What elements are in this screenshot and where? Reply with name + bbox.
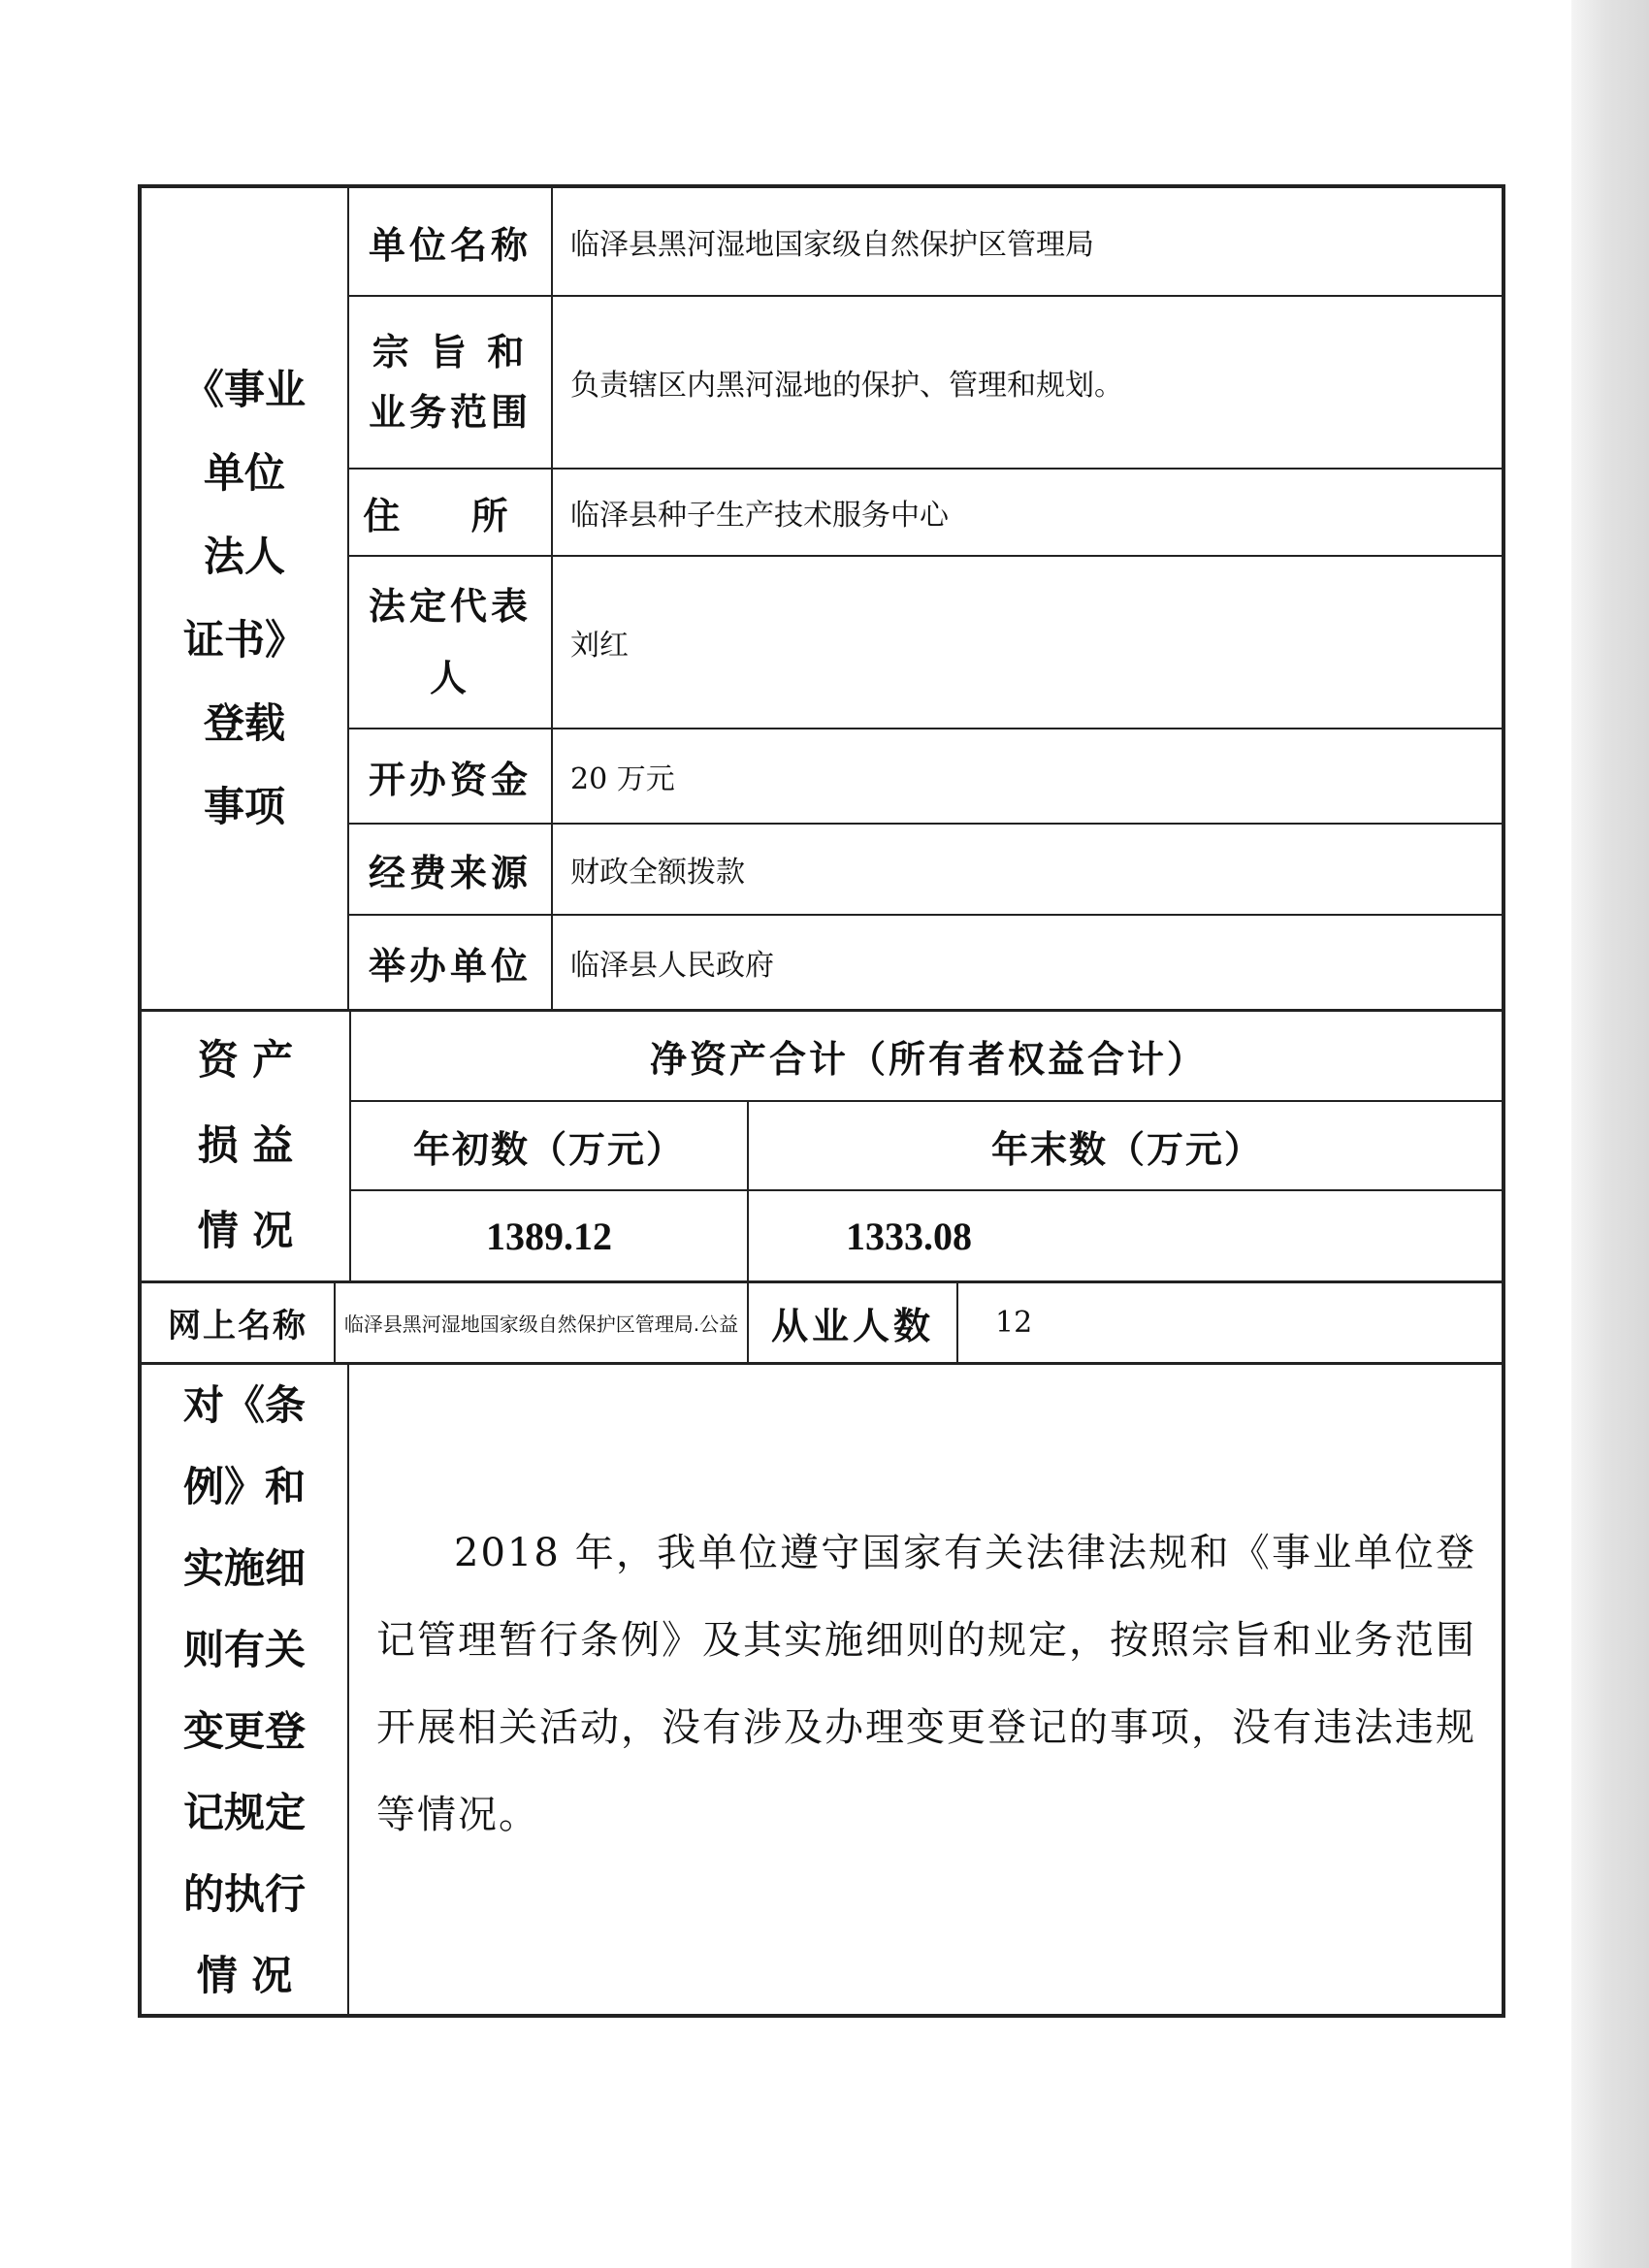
compliance-side-label-line6: 记规定 (182, 1789, 306, 1836)
registration-side-label-line5: 登载 (203, 699, 285, 747)
compliance-side-label-line2: 例》和 (182, 1463, 306, 1510)
assets-side-label (142, 1011, 349, 1280)
compliance-side-label-line5: 变更登 (182, 1707, 306, 1755)
net-assets-header: 净资产合计（所有者权益合计） (649, 1037, 1207, 1081)
report-form-table (138, 184, 1505, 2018)
legal-representative-label-line2: 人 (429, 657, 470, 699)
unit-name-value: 临泽县黑河湿地国家级自然保护区管理局 (570, 228, 1094, 262)
staff-count-label: 从业人数 (770, 1304, 934, 1347)
compliance-side-label-line8: 情 况 (196, 1952, 293, 1999)
start-capital-value: 20 万元 (570, 762, 675, 796)
staff-count-value: 12 (995, 1305, 1033, 1340)
assets-side-label-line1: 资 产 (197, 1036, 294, 1084)
purpose-scope-label-line2: 业务范围 (368, 391, 532, 434)
compliance-side-label-line1: 对《条 (182, 1381, 306, 1429)
legal-representative-label-line1: 法定代表 (368, 585, 532, 628)
compliance-side-label-line4: 则有关 (182, 1626, 306, 1673)
compliance-statement: 2018 年，我单位遵守国家有关法律法规和《事业单位登记管理暂行条例》及其实施细则的规定，按照宗旨和业务范围开展相关活动，没有涉及办理变更登记的事项，没有违法违规等情况。 (376, 1531, 1476, 1837)
page-edge-shadow (1571, 0, 1649, 2268)
compliance-side-label-line3: 实施细 (182, 1544, 306, 1592)
sponsor-unit-label: 举办单位 (368, 944, 532, 988)
legal-representative-label (349, 557, 551, 728)
unit-name-label: 单位名称 (368, 223, 532, 267)
online-name-value: 临泽县黑河湿地国家级自然保护区管理局.公益 (343, 1312, 739, 1336)
sponsor-unit-value: 临泽县人民政府 (570, 949, 774, 983)
end-year-value: 1333.08 (846, 1214, 972, 1258)
registration-side-label-line6: 事项 (203, 783, 285, 830)
compliance-side-label (142, 1364, 347, 2018)
legal-representative-value: 刘红 (570, 629, 629, 663)
purpose-scope-label-line1: 宗 旨 和 (372, 331, 529, 373)
registration-side-label-line4: 证书》 (182, 616, 306, 664)
end-year-header: 年末数（万元） (990, 1127, 1263, 1171)
compliance-text-cell (349, 1364, 1504, 2018)
begin-year-value: 1389.12 (486, 1214, 612, 1258)
address-value: 临泽县种子生产技术服务中心 (570, 499, 949, 533)
begin-year-header: 年初数（万元） (412, 1127, 685, 1171)
funding-source-value: 财政全额拨款 (570, 856, 745, 890)
purpose-scope-value: 负责辖区内黑河湿地的保护、管理和规划。 (570, 369, 1123, 403)
address-label: 住 所 (363, 494, 537, 537)
assets-side-label-line3: 情 况 (197, 1207, 294, 1254)
compliance-side-label-line7: 的执行 (182, 1870, 306, 1918)
registration-side-label (142, 188, 347, 1009)
start-capital-label: 开办资金 (368, 758, 532, 801)
registration-side-label-line1: 《事业 (182, 366, 306, 413)
purpose-scope-label (349, 297, 551, 468)
funding-source-label: 经费来源 (368, 851, 532, 894)
registration-side-label-line2: 单位 (203, 449, 285, 497)
registration-side-label-line3: 法人 (203, 533, 285, 580)
online-name-label: 网上名称 (168, 1306, 307, 1345)
assets-side-label-line2: 损 益 (197, 1121, 294, 1169)
